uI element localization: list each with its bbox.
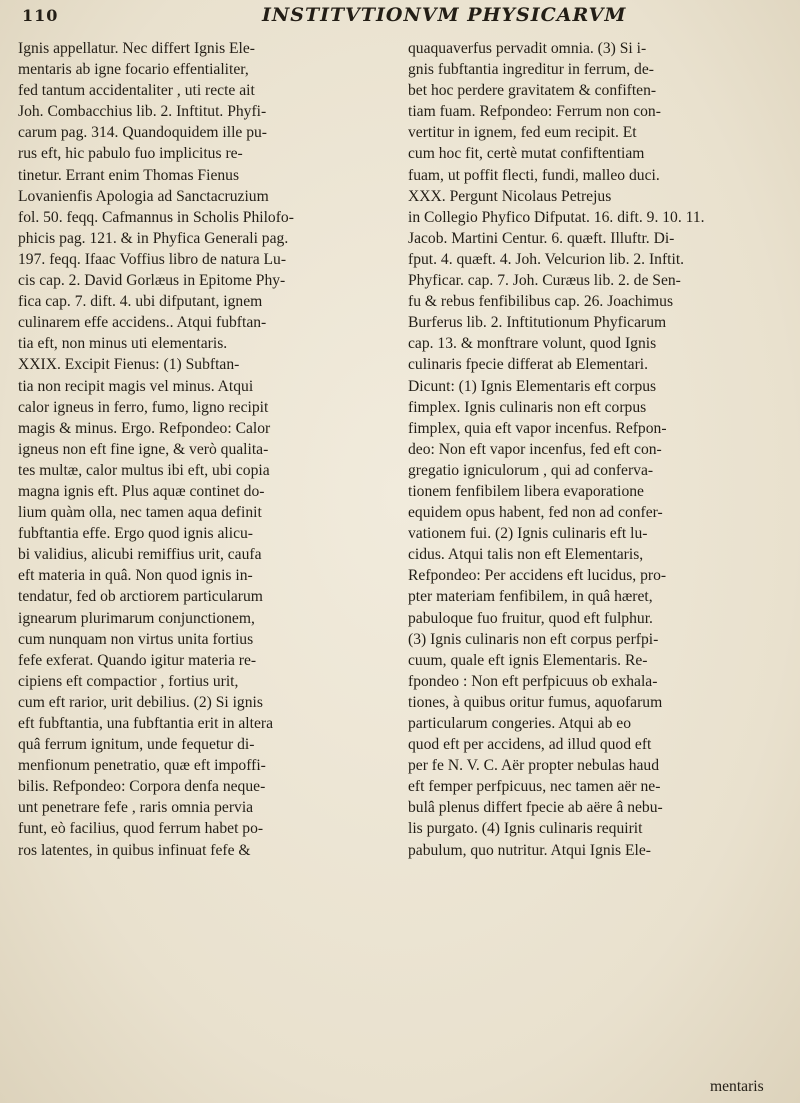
text-line: culinaris fpecie differat ab Elementari. [408, 356, 648, 374]
text-line: XXX. Pergunt Nicolaus Petrejus [408, 187, 612, 205]
text-line: Refpondeo: Per accidens eft lucidus, pro- [408, 567, 667, 585]
text-line: in Collegio Phyfico Difputat. 16. dift. 9. 10. 11. [408, 208, 705, 226]
text-line: Phyficar. cap. 7. Joh. Curæus lib. 2. de Sen- [408, 272, 681, 290]
text-line: funt, eò facilius, quod ferrum habet po- [18, 820, 264, 838]
text-line: eft fubftantia, una fubftantia erit in altera [18, 715, 274, 732]
text-line: 197. feqq. Ifaac Voffius libro de natura Lu- [18, 250, 287, 268]
text-line: lis purgato. (4) Ignis culinaris requirit [408, 820, 643, 838]
text-line: tionem fenfibilem libera evaporatione [408, 482, 644, 500]
text-line: bi validius, alicubi remiffius urit, caufa [18, 546, 262, 564]
text-line: fu & rebus fenfibilibus cap. 26. Joachimus [408, 293, 674, 311]
text-line: rus eft, hic pabulo fuo implicitus re- [18, 145, 243, 163]
text-line: per fe N. V. C. Aër propter nebulas haud [408, 757, 660, 775]
text-line: tiones, à quibus oritur fumus, aquofarum [408, 693, 663, 711]
text-line: vertitur in ignem, fed eum recipit. Et [408, 124, 637, 142]
text-line: eft materia in quâ. Non quod ignis in- [18, 567, 253, 585]
text-line: gregatio igniculorum , qui ad conferva- [408, 461, 654, 479]
text-line: particularum congeries. Atqui ab eo [408, 715, 632, 732]
text-line: calor igneus in ferro, fumo, ligno recipit [18, 398, 269, 416]
text-line: equidem opus habent, fed non ad confer- [408, 504, 663, 522]
text-line: vationem fui. (2) Ignis culinaris eft lu- [408, 525, 648, 543]
text-line: fubftantia effe. Ergo quod ignis alicu- [18, 525, 253, 543]
text-line: bulâ plenus differt fpecie ab aëre â nebu- [408, 799, 663, 817]
text-line: fpondeo : Non eft perfpicuus ob exhala- [408, 672, 658, 690]
text-line: unt penetrare fefe , raris omnia pervia [18, 799, 254, 817]
text-line: tia eft, non minus uti elementaris. [18, 335, 228, 353]
text-line: tendatur, fed ob arctiorem particularum [18, 588, 263, 606]
text-line: gnis fubftantia ingreditur in ferrum, de- [408, 61, 654, 79]
page-number: 110 [22, 6, 59, 25]
text-line: cidus. Atqui talis non eft Elementaris, [408, 546, 644, 564]
text-line: magna ignis eft. Plus aquæ continet do- [18, 482, 265, 500]
text-line: pabulum, quo nutritur. Atqui Ignis Ele- [408, 841, 651, 859]
text-line: mentaris ab igne focario effentialiter, [18, 61, 249, 79]
catchword: mentaris [710, 1078, 764, 1095]
text-line: Jacob. Martini Centur. 6. quæft. Illuftr. Di- [408, 229, 675, 247]
text-line: ignearum plurimarum conjunctionem, [18, 609, 255, 627]
text-line: Joh. Combacchius lib. 2. Inftitut. Phyfi- [18, 103, 267, 121]
text-line: cuum, quale eft ignis Elementaris. Re- [408, 651, 648, 669]
text-line: fed tantum accidentaliter , uti recte ait [18, 82, 255, 100]
text-line: eft femper perfpicuus, nec tamen aër ne- [408, 778, 661, 796]
text-line: cum eft rarior, urit debilius. (2) Si ignis [18, 693, 263, 711]
text-line: fimplex. Ignis culinaris non eft corpus [408, 398, 647, 416]
text-line: fefe exferat. Quando igitur materia re- [18, 651, 257, 669]
text-line: Burferus lib. 2. Inftitutionum Phyficarum [408, 314, 667, 332]
text-line: (3) Ignis culinaris non eft corpus perfpi- [408, 630, 659, 648]
text-line: deo: Non eft vapor incenfus, fed eft con- [408, 440, 662, 458]
left-text-column [18, 38, 388, 861]
right-text-column [408, 38, 793, 861]
text-line: fuam, ut poffit flecti, fundi, malleo duci. [408, 166, 660, 184]
text-line: XXIX. Excipit Fienus: (1) Subftan- [18, 356, 240, 374]
text-line: quâ ferrum ignitum, unde fequetur di- [18, 736, 255, 754]
text-line: lium quàm olla, nec tamen aqua definit [18, 504, 262, 522]
text-line: bilis. Refpondeo: Corpora denfa neque- [18, 778, 266, 796]
text-line: Lovanienfis Apologia ad Sanctacruzium [18, 187, 269, 205]
page-header [0, 0, 800, 36]
text-line: cum hoc fit, certè mutat confiftentiam [408, 145, 645, 163]
text-line: cum nunquam non virtus unita fortius [18, 630, 254, 648]
text-line: magis & minus. Ergo. Refpondeo: Calor [18, 419, 271, 437]
text-line: fica cap. 7. dift. 4. ubi difputant, ignem [18, 293, 263, 311]
text-line: culinarem effe accidens.. Atqui fubftan- [18, 314, 267, 332]
text-line: cipiens eft compactior , fortius urit, [18, 672, 239, 690]
text-line: cis cap. 2. David Gorlæus in Epitome Phy- [18, 272, 286, 290]
text-line: fput. 4. quæft. 4. Joh. Velcurion lib. 2. Inftit. [408, 250, 685, 268]
text-line: Ignis appellatur. Nec differt Ignis Ele- [18, 40, 256, 57]
text-line: pter materiam fenfibilem, in quâ hæret, [408, 588, 653, 606]
text-line: quod eft per accidens, ad illud quod eft [408, 736, 652, 754]
text-line: carum pag. 314. Quandoquidem ille pu- [18, 124, 268, 142]
text-line: fol. 50. feqq. Cafmannus in Scholis Philofo- [18, 208, 294, 226]
text-line: cap. 13. & monftrare volunt, quod Ignis [408, 335, 657, 353]
text-line: igneus non eft fine igne, & verò qualita- [18, 440, 269, 458]
text-line: menfionum penetratio, quæ eft impoffi- [18, 757, 266, 775]
text-line: ros latentes, in quibus infinuat fefe & [18, 841, 251, 859]
text-line: tes multæ, calor multus ibi eft, ubi copia [18, 461, 270, 479]
text-line: pabuloque fuo fruitur, quod eft fulphur. [408, 609, 653, 627]
text-line: Dicunt: (1) Ignis Elementaris eft corpus [408, 377, 657, 395]
text-line: phicis pag. 121. & in Phyfica Generali pag. [18, 229, 289, 247]
text-line: tia non recipit magis vel minus. Atqui [18, 377, 254, 395]
text-line: bet hoc perdere gravitatem & confiften- [408, 82, 657, 100]
running-title: INSTITVTIONVM PHYSICARVM [262, 4, 627, 26]
text-line: tiam fuam. Refpondeo: Ferrum non con- [408, 103, 661, 121]
text-line: quaquaverfus pervadit omnia. (3) Si i- [408, 40, 647, 57]
text-line: fimplex, quia eft vapor incenfus. Refpon- [408, 419, 667, 437]
text-line: tinetur. Errant enim Thomas Fienus [18, 166, 240, 184]
